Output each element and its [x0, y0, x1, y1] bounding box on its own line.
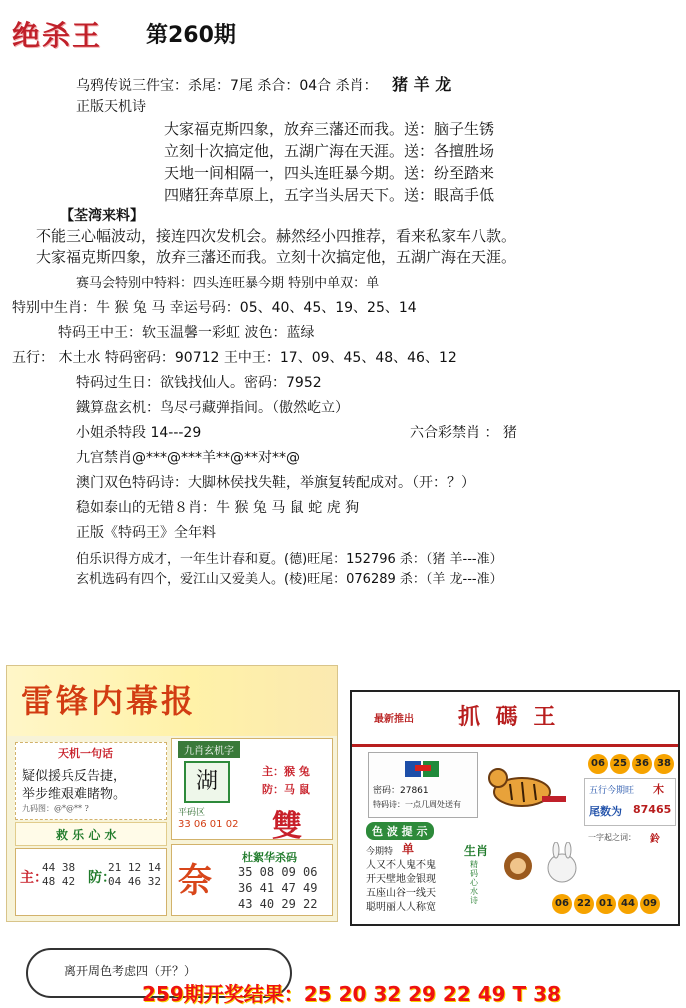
number-ball: 22 — [574, 894, 594, 914]
liuhe-ban: 六合彩禁肖 ： 猪 — [410, 425, 517, 441]
zhuama-tag: 最新推出 — [374, 714, 414, 725]
number-ball: 09 — [640, 894, 660, 914]
info-line-abacus: 鐵算盘玄机：鸟尽弓藏弹指间。（傲然屹立） — [76, 400, 349, 416]
jiule-zhu: 主： — [20, 870, 48, 886]
section-label: 【荃湾来料】 — [60, 208, 144, 224]
poem-title: 正版天机诗 — [76, 99, 146, 115]
jiule-bar — [15, 822, 167, 846]
duxu-box — [171, 844, 333, 916]
zhuama-mima: 密码：27861 — [373, 786, 429, 796]
info-line-wang: 特码王中王：软玉温馨一彩虹 波色：蓝绿 — [58, 325, 315, 341]
zhuama-header — [352, 692, 678, 747]
info-line-horse: 赛马会特别中特料：四头连旺暴今期 特别中单双：单 — [76, 276, 380, 291]
info-line-jiugong: 九宫禁肖@***@***羊**@**对**@ — [76, 450, 300, 466]
zhuama-poem-line: 人又不人鬼不鬼 — [366, 860, 436, 871]
leifeng-header — [7, 666, 337, 736]
info-line-zodiac: 特别中生肖：牛 猴 兔 马 幸运号码：05、40、45、19、25、14 — [12, 300, 417, 316]
zhuama-card — [350, 690, 680, 926]
jiule-num: 44 38 — [42, 861, 76, 874]
jiuxiao-nums: 33 06 01 02 — [178, 819, 239, 830]
number-ball: 36 — [632, 754, 652, 774]
number-ball: 25 — [610, 754, 630, 774]
jiule-num: 04 46 32 — [108, 875, 161, 888]
jiuxiao-box — [171, 738, 333, 844]
info-line-xuanji: 玄机选码有四个，爱江山又爱美人。(棱)旺尾：076289 杀：（羊 龙---准） — [76, 572, 503, 587]
monkey-rabbit-icon — [498, 842, 588, 892]
side-text: 精码心水诗 — [470, 860, 478, 905]
info-line-birthday: 特码过生日：欲钱找仙人。密码：7952 — [76, 375, 322, 391]
zhuama-poem-line: 开天壁地金银现 — [366, 874, 436, 885]
jiule-title: 救 乐 心 水 — [56, 828, 117, 842]
tianji-title: 天机一句话 — [58, 747, 113, 760]
tiger-icon — [482, 752, 574, 818]
jinqi-value: 单 — [402, 842, 415, 856]
info-line-wuxing: 五行： 木土水 特码密码：90712 王中王：17、09、45、48、46、12 — [12, 350, 457, 366]
intro-line: 不能三心幅波动，接连四次发机会。赫然经小四推荐，看来私家车八款。 — [36, 227, 517, 245]
jiuxiao-big: 雙 — [272, 809, 302, 844]
intro-line: 大家福克斯四象，放弃三藩还而我。立刻十次搞定他，五湖广海在天涯。 — [36, 248, 517, 266]
cloud-text: 离开周色考虑四（开？） — [64, 964, 197, 978]
wuxing-box — [584, 778, 676, 826]
tianji-code: 九码图：@*@** ? — [22, 804, 89, 813]
jiuxiao-char: 湖 — [184, 761, 230, 803]
zhuama-tema-shi: 特码诗：一点几周处送有 — [373, 800, 461, 809]
jiuxiao-zhu: 主：猴 兔 — [262, 765, 310, 778]
issue-number: 第260期 — [146, 23, 236, 48]
duxu-char: 奈 — [178, 861, 212, 901]
jinqi-label: 今期特 — [366, 847, 394, 857]
shengxiao-label: 生肖 — [464, 844, 489, 858]
crow-line — [76, 72, 451, 95]
jiule-box — [15, 848, 167, 916]
number-ball: 06 — [588, 754, 608, 774]
duxu-row: 35 08 09 06 — [238, 865, 318, 879]
info-line-taishan: 稳如泰山的无错８肖：牛 猴 兔 马 鼠 蛇 虎 狗 — [76, 500, 360, 516]
zhuama-info-box — [368, 752, 478, 818]
crow-text: 乌鸦传说三件宝：杀尾：7尾 杀合：04合 杀肖： — [76, 78, 378, 94]
weishu-label: 尾数为 — [589, 805, 622, 818]
poem-line: 天地一间相隔一，四头连旺暴今期。送：纷至踏来 — [164, 164, 495, 182]
poem-line: 四赌狂奔草原上，五字当头居天下。送：眼高手低 — [164, 186, 495, 204]
crow-animals: 猪 羊 龙 — [392, 75, 452, 94]
poem-line: 大家福克斯四象，放弃三藩还而我。送：脑子生锈 — [164, 120, 495, 138]
info-line-annual: 正版《特码王》全年料 — [76, 525, 216, 541]
tianji-box — [15, 742, 167, 820]
info-line-macau: 澳门双色特码诗：大脚林侯找失鞋，举旗复转配成对。（开：？） — [76, 475, 475, 491]
zhuama-poem-line: 聪明丽人人称宽 — [366, 902, 436, 913]
jiuxiao-title: 九肖玄机字 — [178, 741, 240, 758]
brand-title: 绝杀王 — [12, 19, 103, 52]
jiuxiao-fang: 防：马 鼠 — [262, 783, 310, 796]
zhuama-title: 抓 碼 王 — [458, 704, 560, 730]
jiule-fang: 防： — [88, 870, 116, 886]
yiju-value: 鈴 — [650, 834, 660, 845]
info-line-bole: 伯乐识得方成才，一年生计春和夏。(德)旺尾：152796 杀：（猪 羊---准） — [76, 552, 503, 567]
leifeng-title: 雷锋内幕报 — [21, 682, 197, 720]
zhuama-poem-line: 五座山谷一线天 — [366, 888, 436, 899]
jiule-num: 21 12 14 — [108, 861, 161, 874]
number-ball: 38 — [654, 754, 674, 774]
jiule-num: 48 42 — [42, 875, 76, 888]
tianji-line: 举步维艰难睹物。 — [22, 787, 127, 802]
duxu-row: 36 41 47 49 — [238, 881, 318, 895]
weishu-value: 87465 — [633, 803, 672, 816]
yiju-label: 一字起之词： — [588, 833, 636, 842]
number-ball: 01 — [596, 894, 616, 914]
number-ball: 06 — [552, 894, 572, 914]
wuxing-label: 五行今期旺 — [589, 786, 635, 796]
draw-result: 259期开奖结果：25 20 32 29 22 49 T 38 — [142, 982, 561, 1006]
duxu-row: 43 40 29 22 — [238, 897, 318, 911]
wuxing-value: 木 — [653, 783, 664, 796]
poem-line: 立刻十次搞定他，五湖广海在天涯。送：各擅胜场 — [164, 142, 495, 160]
info-line-miss: 小姐杀特段 14---29 — [76, 425, 202, 441]
logo-icon — [405, 759, 441, 779]
tag-row: 色 波 提 示 — [366, 822, 434, 840]
jiuxiao-ping: 平码区 — [178, 808, 206, 818]
tianji-line: 疑似援兵反告捷， — [22, 769, 127, 784]
leifeng-card — [6, 665, 338, 922]
duxu-title: 杜絮华杀码 — [242, 851, 297, 864]
number-ball: 44 — [618, 894, 638, 914]
